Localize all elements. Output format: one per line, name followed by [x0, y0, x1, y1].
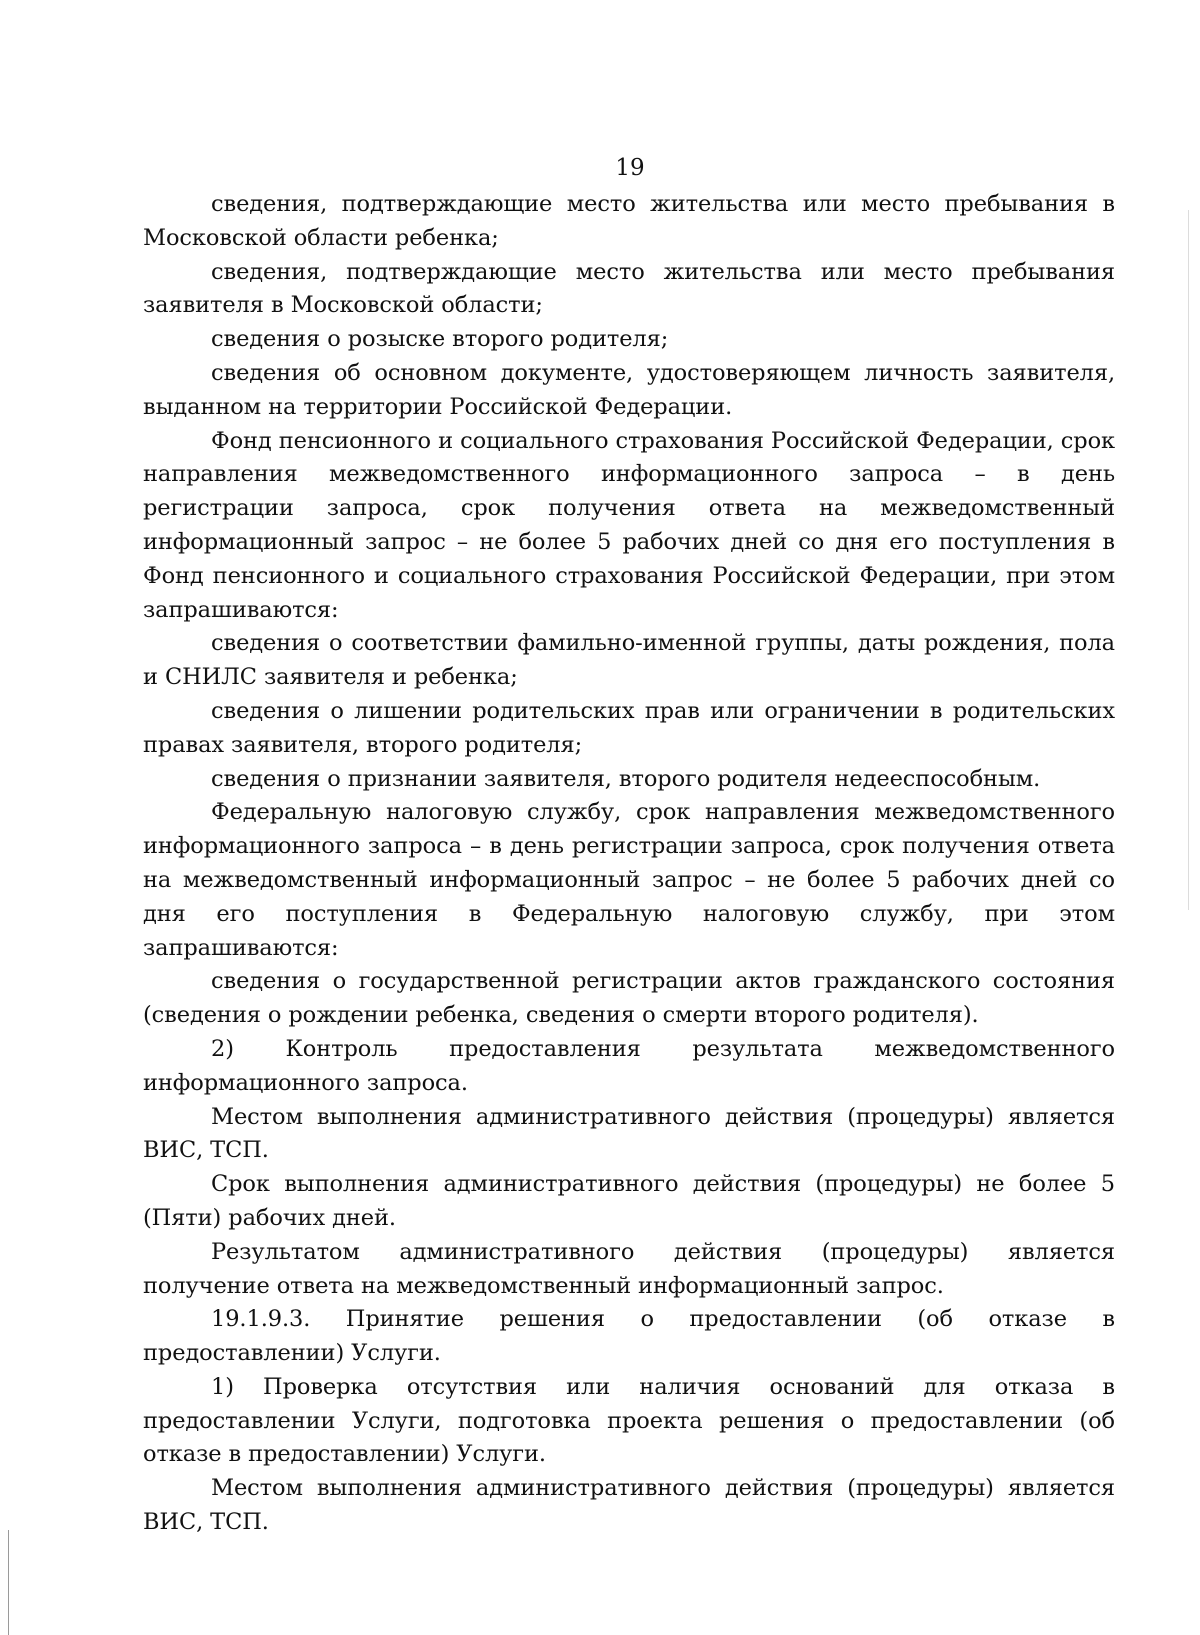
paragraph: сведения о государственной регистрации актов гражданского состояния (сведения о рождении ребенка, сведения о смерти второго родителя).	[143, 968, 1115, 1029]
document-body	[143, 188, 1115, 1540]
scan-edge-line	[1188, 210, 1189, 910]
paragraph: сведения об основном документе, удостоверяющем личность заявителя, выданном на территории Российской Федерации.	[143, 359, 1115, 420]
paragraph: 1) Проверка отсутствия или наличия оснований для отказа в предоставлении Услуги, подготовка проекта решения о предоставлении (об отказе в предоставлении) Услуги.	[143, 1373, 1115, 1468]
paragraph: Фонд пенсионного и социального страхования Российской Федерации, срок направления межведомственного информационного запроса – в день регистрации запроса, срок получения ответа на межведомственный информационный запрос – не более 5 рабочих дней со дня его поступления в Фонд пенсионного и социального страхования Российской Федерации, при этом запрашиваются:	[143, 427, 1115, 623]
paragraph: Срок выполнения административного действия (процедуры) не более 5 (Пяти) рабочих дней.	[143, 1171, 1115, 1231]
paragraph: 2) Контроль предоставления результата межведомственного информационного запроса.	[143, 1035, 1115, 1096]
paragraph: сведения о лишении родительских прав или ограничении в родительских правах заявителя, второго родителя;	[143, 697, 1115, 758]
paragraph: Федеральную налоговую службу, срок направления межведомственного информационного запроса – в день регистрации запроса, срок получения ответа на межведомственный информационный запрос – не более 5 рабочих дней со дня его поступления в Федеральную налоговую службу, при этом запрашиваются:	[143, 799, 1115, 961]
paragraph: сведения, подтверждающие место жительства или место пребывания в Московской области ребенка;	[143, 191, 1115, 251]
paragraph: 19.1.9.3. Принятие решения о предоставлении (об отказе в предоставлении) Услуги.	[143, 1306, 1115, 1367]
paragraph: сведения о розыске второго родителя;	[211, 326, 669, 353]
paragraph: Местом выполнения административного действия (процедуры) является ВИС, ТСП.	[143, 1475, 1115, 1536]
page-number: 19	[615, 155, 645, 181]
paragraph: сведения о признании заявителя, второго родителя недееспособным.	[211, 765, 1041, 792]
paragraph: сведения, подтверждающие место жительства или место пребывания заявителя в Московской области;	[143, 258, 1115, 319]
paragraph: сведения о соответствии фамильно-именной группы, даты рождения, пола и СНИЛС заявителя и ребенка;	[143, 630, 1115, 691]
scan-edge-line	[8, 1530, 9, 1635]
paragraph: Местом выполнения административного действия (процедуры) является ВИС, ТСП.	[143, 1103, 1115, 1164]
paragraph: Результатом административного действия (процедуры) является получение ответа на межведомственный информационный запрос.	[143, 1238, 1115, 1299]
